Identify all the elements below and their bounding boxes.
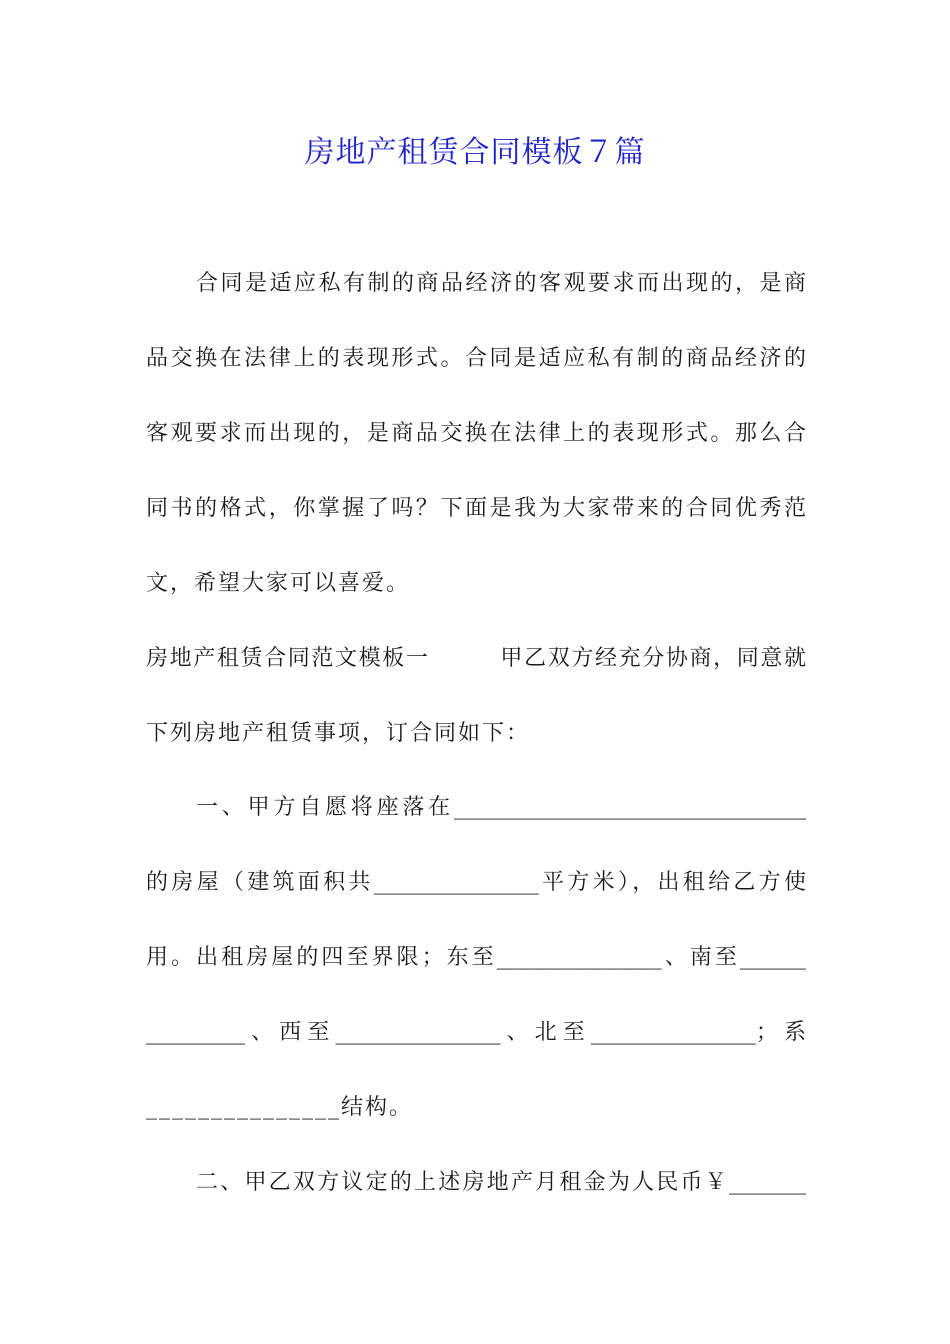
clause-1-line-2: 的房屋（建筑面积共_______________平方米），出租给乙方使	[146, 870, 806, 895]
intro-line-2: 品交换在法律上的表现形式。合同是适应私有制的商品经济的	[146, 346, 806, 371]
clause-1-line-4: _________、西至_______________、北至_______________；系	[146, 1020, 806, 1045]
clause-2-line-1: 二、甲乙双方议定的上述房地产月租金为人民币￥_______	[196, 1170, 806, 1195]
template-intro-line: 下列房地产租赁事项，订合同如下：	[146, 721, 531, 746]
intro-line-1: 合同是适应私有制的商品经济的客观要求而出现的，是商	[196, 271, 806, 296]
intro-line-3: 客观要求而出现的，是商品交换在法律上的表现形式。那么合	[146, 421, 806, 446]
clause-1-line-5: _______________结构。	[146, 1095, 414, 1120]
template-heading-line: 房地产租赁合同范文模板一 甲乙双方经充分协商，同意就	[146, 646, 806, 671]
intro-line-4: 同书的格式，你掌握了吗？下面是我为大家带来的合同优秀范	[146, 496, 806, 521]
document-title: 房地产租赁合同模板７篇	[304, 135, 646, 170]
clause-1-line-3: 用。出租房屋的四至界限；东至_______________、南至______	[146, 945, 806, 970]
clause-1-line-1: 一、甲方自愿将座落在________________________________	[196, 795, 806, 820]
intro-line-5: 文，希望大家可以喜爱。	[146, 571, 411, 596]
